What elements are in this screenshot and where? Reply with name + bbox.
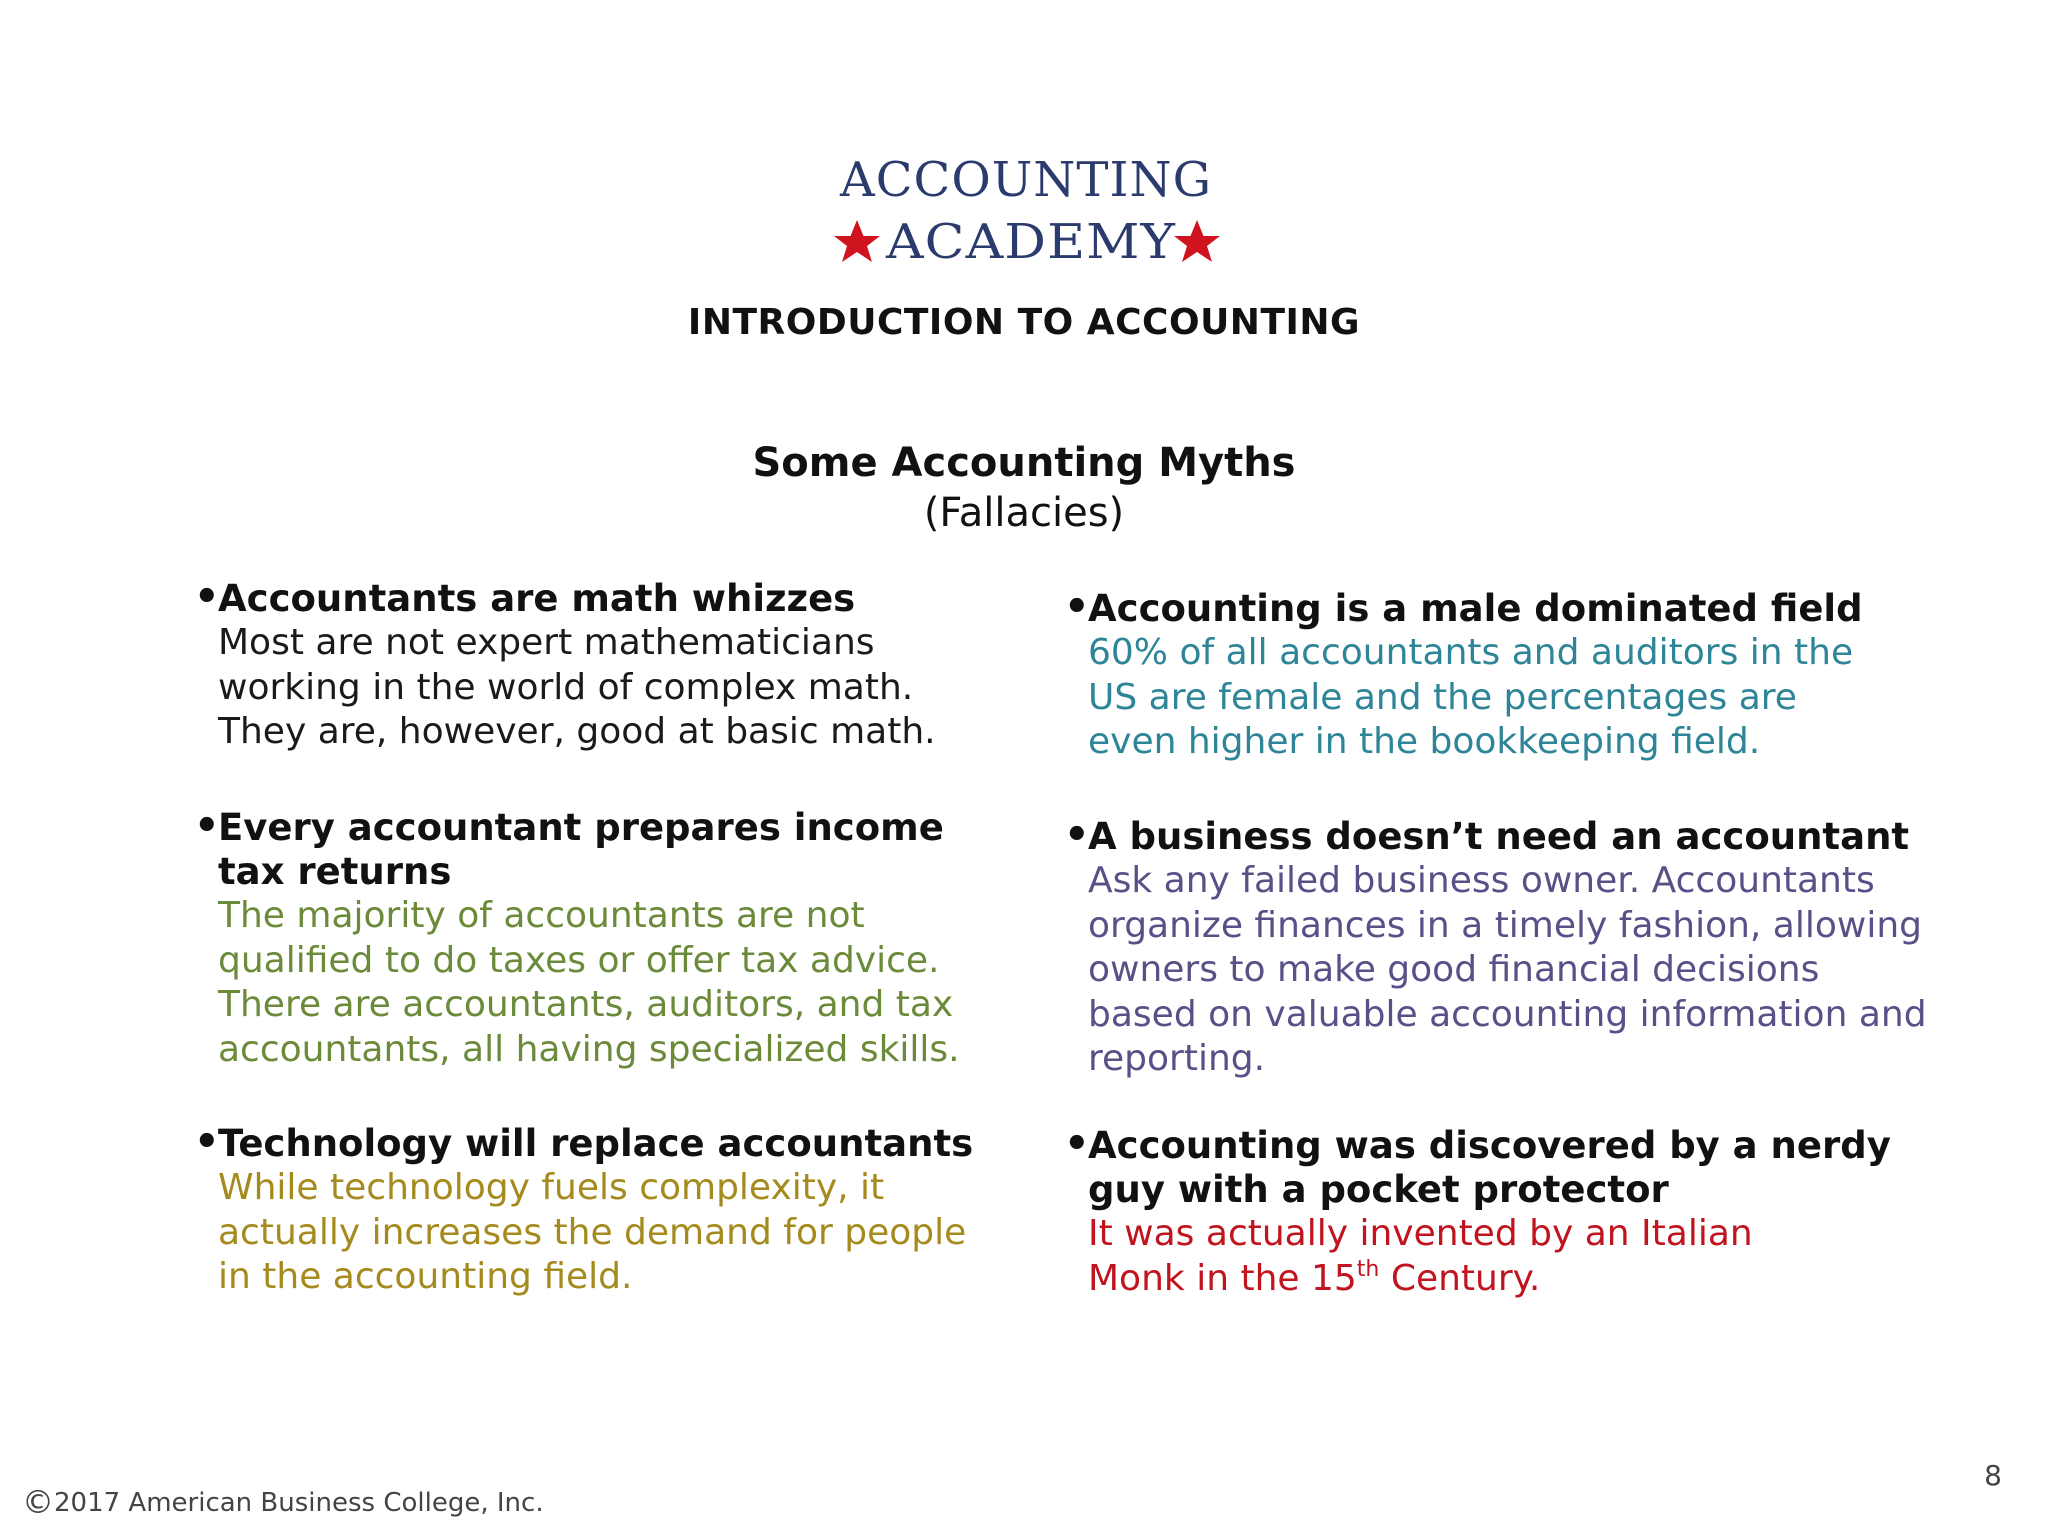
myth-discovered: [1064, 1121, 1944, 1306]
myth-claim: Accounting is a male dominated field: [1088, 587, 1863, 630]
myth-truth-end: Century.: [1379, 1257, 1541, 1299]
logo-line-1: ACCOUNTING: [838, 152, 1212, 208]
bullet: •: [1064, 812, 1090, 858]
logo-right-star: [1174, 220, 1220, 262]
myth-income-tax: [194, 803, 1014, 1072]
myth-claim: Every accountant prepares income tax returns: [218, 806, 944, 893]
logo-graphic: [834, 148, 1224, 266]
myth-technology: [194, 1119, 1014, 1300]
copyright-footer: [22, 1484, 544, 1521]
copyright-text: 2017 American Business College, Inc.: [54, 1488, 544, 1518]
bullet: •: [194, 574, 220, 620]
logo-line-2: ACADEMY: [884, 214, 1177, 266]
myth-claim: Technology will replace accountants: [218, 1122, 974, 1165]
myth-truth: Ask any failed business owner. Accountants organize finances in a timely fashion, allowing owners to make good financial decisions based on valuable accounting information and reporting.: [1088, 860, 1927, 1079]
section-subtitle: (Fallacies): [923, 490, 1125, 536]
myth-truth: [1088, 1212, 1848, 1306]
bullet: •: [1064, 584, 1090, 630]
myth-claim: Accounting was discovered by a nerdy guy with a pocket protector: [1088, 1124, 1891, 1211]
bullet: •: [194, 1119, 220, 1165]
myth-math-whizzes: [194, 574, 1014, 755]
ordinal-suffix: th: [1356, 1256, 1380, 1282]
course-heading: INTRODUCTION TO ACCOUNTING: [687, 302, 1361, 343]
myth-truth: While technology fuels complexity, it actually increases the demand for people in the accounting field.: [218, 1167, 967, 1297]
myth-claim: A business doesn’t need an accountant: [1088, 815, 1910, 858]
myth-truth: 60% of all accountants and auditors in the US are female and the percentages are even higher in the bookkeeping field.: [1088, 632, 1854, 762]
logo-left-star: [834, 220, 880, 262]
section-title-block: [0, 438, 2048, 538]
page-number: 8: [1984, 1459, 2002, 1492]
section-title: Some Accounting Myths: [752, 440, 1296, 486]
myth-male-dominated: [1064, 584, 1944, 765]
myth-truth: Most are not expert mathematicians working in the world of complex math. They are, however, good at basic math.: [218, 622, 936, 752]
myth-claim: Accountants are math whizzes: [218, 577, 856, 620]
accounting-academy-logo: [834, 148, 1224, 266]
bullet: •: [194, 803, 220, 849]
myth-truth: The majority of accountants are not qualified to do taxes or offer tax advice. There are accountants, auditors, and tax accountants, all having specialized skills.: [218, 895, 960, 1070]
myth-truth-main: It was actually invented by an Italian Monk in the 15: [1088, 1213, 1753, 1299]
myth-business-accountant: [1064, 812, 1944, 1082]
copyright-icon: ©: [22, 1483, 54, 1521]
bullet: •: [1064, 1121, 1090, 1167]
